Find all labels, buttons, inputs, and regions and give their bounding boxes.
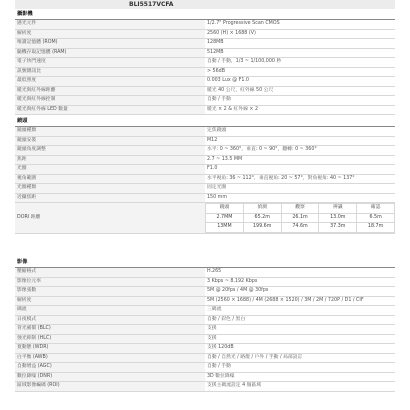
spec-label: 感光元件: [15, 20, 205, 30]
spec-value: 定焦鏡頭: [205, 127, 395, 137]
section-title: 鏡頭: [15, 117, 395, 127]
spec-label: 區域影像編碼 (ROI): [15, 382, 205, 392]
model-name: BLI5517VCFA: [129, 1, 174, 8]
dori-header-row: [206, 204, 395, 214]
camera-table: [15, 10, 395, 115]
spec-row: [15, 86, 395, 96]
spec-row: [15, 315, 395, 325]
section-title: 影像: [15, 258, 395, 268]
spec-label: 暖光與紅外線 LED 數量: [15, 105, 205, 115]
dori-value: 26.1m: [281, 213, 319, 223]
spec-label: 鏡頭種類: [15, 127, 205, 137]
dori-value: 2.7MM: [206, 213, 244, 223]
spec-value: M12: [205, 136, 395, 146]
spec-label: 焦距: [15, 155, 205, 165]
dori-header: 觀察: [281, 204, 319, 214]
spec-row: [15, 96, 395, 106]
lens-table: [15, 117, 395, 234]
dori-value: 13.0m: [319, 213, 357, 223]
spec-row: [15, 39, 395, 49]
spec-row: [15, 48, 395, 58]
spec-label: 近攝焦距: [15, 193, 205, 203]
spec-value: 固定光圈: [205, 184, 395, 194]
spec-row: [15, 29, 395, 39]
dori-value: 37.3m: [319, 223, 357, 233]
dori-header: 鏡頭: [206, 204, 244, 214]
spec-label: 壓縮格式: [15, 268, 205, 278]
video-table: [15, 258, 395, 392]
spec-value: 3 Kbps ~ 8,192 Kbps: [205, 277, 395, 287]
spec-label: 強光抑制 (HLC): [15, 334, 205, 344]
dori-value: 13MM: [206, 223, 244, 233]
spec-value: 3D 數位降噪: [205, 372, 395, 382]
spec-label: 光圈: [15, 165, 205, 175]
spec-row: [15, 287, 395, 297]
spec-value: 150 mm: [205, 193, 395, 203]
spec-row: [15, 58, 395, 68]
spec-label: 解析度: [15, 296, 205, 306]
spec-value: 支援 120dB: [205, 344, 395, 354]
spec-label: 光圈種類: [15, 184, 205, 194]
spec-row: [15, 127, 395, 137]
spec-value: 128MB: [205, 39, 395, 49]
dori-label: DORI 距離: [15, 203, 205, 234]
spec-row: [15, 67, 395, 77]
dori-data-row: [206, 223, 395, 233]
spec-row: [15, 155, 395, 165]
dori-table: [205, 203, 395, 233]
spec-value: 1/2.7" Progressive Scan CMOS: [205, 20, 395, 30]
section-title: 攝影機: [15, 10, 395, 20]
spec-row: [15, 174, 395, 184]
spec-label: 日夜模式: [15, 315, 205, 325]
spec-value: 512MB: [205, 48, 395, 58]
spec-value: 自動 / 手動，1/3 ~ 1/100,000 秒: [205, 58, 395, 68]
spec-value: 自動 / 手動: [205, 96, 395, 106]
spec-row: [15, 372, 395, 382]
spec-label: 訊號雜訊比: [15, 67, 205, 77]
spec-row: [15, 193, 395, 203]
spec-label: 視角範圍: [15, 174, 205, 184]
dori-row: [15, 203, 395, 234]
spec-row: [15, 382, 395, 392]
spec-label: 數位降噪 (DNR): [15, 372, 205, 382]
spec-row: [15, 334, 395, 344]
spec-label: 電子快門速度: [15, 58, 205, 68]
spec-label: 暖光與紅外線距離: [15, 86, 205, 96]
dori-header: 確認: [357, 204, 395, 214]
spec-value: 2.7 ~ 13.5 MM: [205, 155, 395, 165]
spec-label: 寬動態 (WDR): [15, 344, 205, 354]
model-header: [15, 0, 395, 9]
spec-row: [15, 325, 395, 335]
spec-value: 三碼流: [205, 306, 395, 316]
dori-value: 199.6m: [243, 223, 281, 233]
camera-section-title-row: [15, 10, 395, 20]
dori-header: 偵測: [243, 204, 281, 214]
spec-row: [15, 165, 395, 175]
spec-value: 暖光 × 2 & 紅外線 × 2: [205, 105, 395, 115]
spec-value: 自動 / 彩色 / 黑白: [205, 315, 395, 325]
lens-section-title-row: [15, 117, 395, 127]
spec-value: 5M @ 20fps / 4M @ 30fps: [205, 287, 395, 297]
spec-label: 暖光與紅外線控制: [15, 96, 205, 106]
spec-value: 2560 (H) × 1688 (V): [205, 29, 395, 39]
spec-value: 水平: 0 ~ 360°，垂直: 0 ~ 90°，翻轉: 0 ~ 360°: [205, 146, 395, 156]
dori-header: 辨識: [319, 204, 357, 214]
spec-row: [15, 344, 395, 354]
spec-row: [15, 353, 395, 363]
spec-label: 鏡頭安裝: [15, 136, 205, 146]
dori-value: 6.5m: [357, 213, 395, 223]
spec-label: 影像位元率: [15, 277, 205, 287]
spec-label: 唯讀記憶體 (ROM): [15, 39, 205, 49]
spec-row: [15, 146, 395, 156]
spec-label: 最低照度: [15, 77, 205, 87]
spec-label: 鏡頭角度調整: [15, 146, 205, 156]
spec-label: 隨機存取記憶體 (RAM): [15, 48, 205, 58]
spec-row: [15, 306, 395, 316]
spec-label: 背光補償 (BLC): [15, 325, 205, 335]
dori-value: 18.7m: [357, 223, 395, 233]
spec-label: 白平衡 (AWB): [15, 353, 205, 363]
spec-row: [15, 77, 395, 87]
spec-label: 自動增益 (AGC): [15, 363, 205, 373]
spec-row: [15, 105, 395, 115]
spec-value: 支援: [205, 325, 395, 335]
spec-value: 暖光 40 公尺，紅外線 50 公尺: [205, 86, 395, 96]
spec-value: 支援: [205, 334, 395, 344]
spec-value: 5M (2560 × 1688) / 4M (2688 × 1520) / 3M / 2M / 720P / D1 / CIF: [205, 296, 395, 306]
spec-value: 自動 / 手動: [205, 363, 395, 373]
spec-row: [15, 277, 395, 287]
spec-value: F1.0: [205, 165, 395, 175]
spec-label: 碼流: [15, 306, 205, 316]
spec-row: [15, 363, 395, 373]
spec-row: [15, 20, 395, 30]
spec-label: 解析度: [15, 29, 205, 39]
spec-value: 支援主碼流設定 4 個區域: [205, 382, 395, 392]
spec-row: [15, 268, 395, 278]
video-section-title-row: [15, 258, 395, 268]
spec-row: [15, 296, 395, 306]
dori-value: 74.6m: [281, 223, 319, 233]
dori-data-row: [206, 213, 395, 223]
spec-value: 0.003 Lux @ F1.0: [205, 77, 395, 87]
spec-value: 水平視角: 36 ~ 112°，垂直視角: 20 ~ 57°，對角視角: 40 ~ 137°: [205, 174, 395, 184]
spec-row: [15, 184, 395, 194]
dori-cell: [205, 203, 395, 234]
spec-value: > 56dB: [205, 67, 395, 77]
spec-label: 影像張數: [15, 287, 205, 297]
spec-value: H.265: [205, 268, 395, 278]
spec-row: [15, 136, 395, 146]
spec-value: 自動 / 自然光 / 路燈 / 戶外 / 手動 / 局部設訂: [205, 353, 395, 363]
dori-value: 65.2m: [243, 213, 281, 223]
